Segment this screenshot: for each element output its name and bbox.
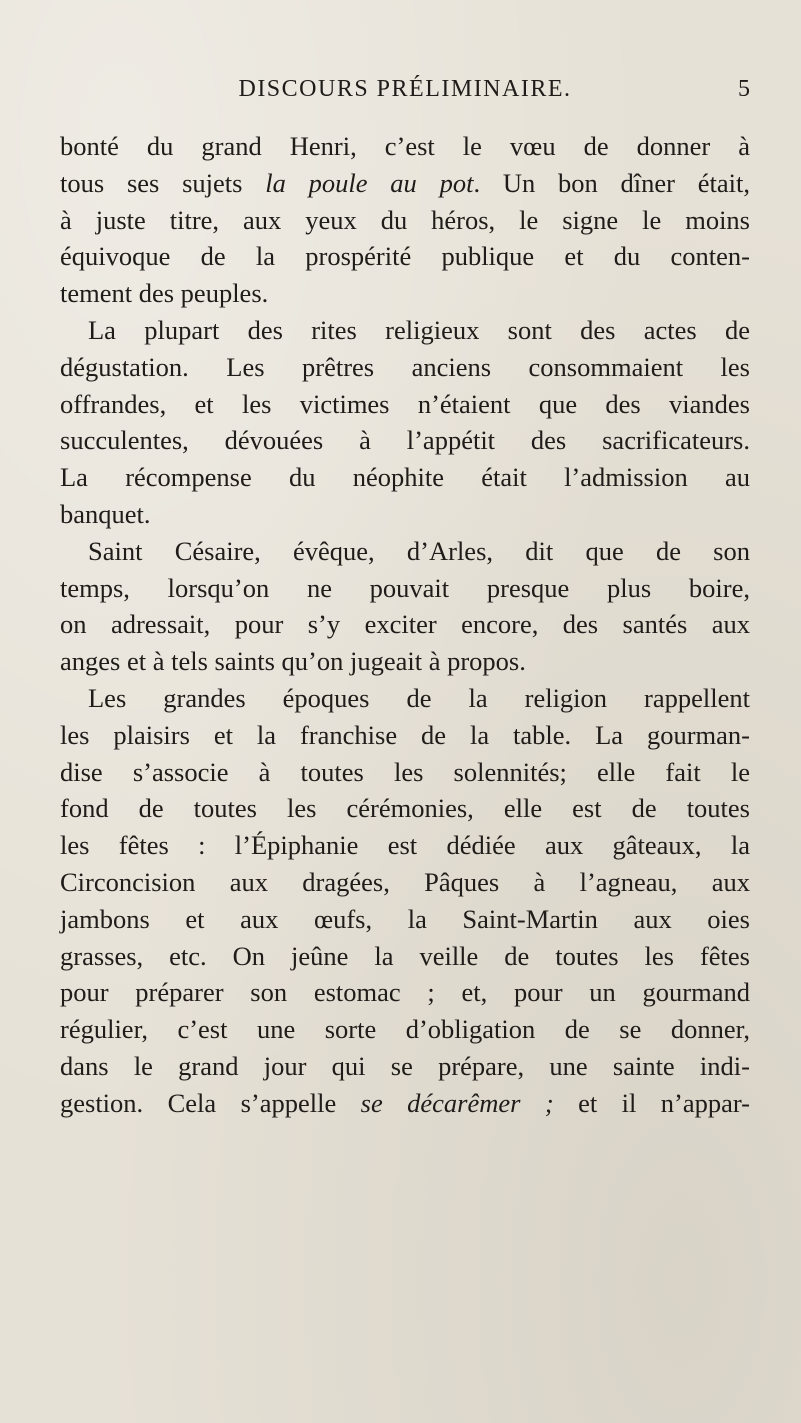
italic-phrase: la poule au pot	[265, 167, 474, 198]
text-line: à juste titre, aux yeux du héros, le signe le moins	[60, 204, 750, 235]
text-line: temps, lorsqu’on ne pouvait presque plus boire,	[60, 572, 750, 603]
text-line: dise s’associe à toutes les solennités; elle fait le	[60, 756, 750, 787]
text-line: grasses, etc. On jeûne la veille de toutes les fêtes	[60, 940, 750, 971]
text-line: Circoncision aux dragées, Pâques à l’agneau, aux	[60, 866, 750, 897]
text-line: offrandes, et les victimes n’étaient que des viandes	[60, 388, 750, 419]
text-line: dans le grand jour qui se prépare, une sainte indi-	[60, 1050, 750, 1081]
text-line: Les grandes époques de la religion rappellent	[88, 682, 750, 713]
italic-phrase: se décarêmer ;	[360, 1087, 554, 1118]
text-line: La récompense du néophite était l’admission au	[60, 462, 750, 493]
text-line: bonté du grand Henri, c’est le vœu de donner à	[60, 131, 750, 161]
text-line: Saint Césaire, évêque, d’Arles, dit que de son	[88, 535, 750, 566]
text-line: on adressait, pour s’y exciter encore, des santés aux	[60, 609, 750, 640]
text-line: tement des peuples.	[60, 278, 269, 309]
text-line: banquet.	[60, 498, 151, 529]
text-line: fond de toutes les cérémonies, elle est de toutes	[60, 793, 750, 824]
text-line: équivoque de la prospérité publique et du conten-	[60, 241, 750, 272]
text-line: jambons et aux œufs, la Saint-Martin aux oies	[60, 903, 750, 934]
text-segment: et il n’appar-	[553, 1087, 750, 1118]
text-line	[60, 1085, 750, 1122]
text-segment: . Un bon dîner était,	[473, 167, 751, 198]
text-line: La plupart des rites religieux sont des actes de	[88, 314, 750, 345]
text-line: les plaisirs et la franchise de la table. La gourman-	[60, 719, 750, 750]
text-line: anges et à tels saints qu’on jugeait à propos.	[60, 646, 526, 677]
text-line: succulentes, dévouées à l’appétit des sacrificateurs.	[60, 425, 750, 456]
text-line: régulier, c’est une sorte d’obligation de se donner,	[60, 1014, 750, 1045]
text-segment: gestion. Cela s’appelle	[60, 1087, 361, 1118]
text-segment: tous ses sujets	[60, 167, 266, 198]
body-text	[60, 128, 750, 1122]
page-number: 5	[738, 76, 750, 102]
text-line: les fêtes : l’Épiphanie est dédiée aux gâteaux, la	[60, 830, 750, 861]
running-title: DISCOURS PRÉLIMINAIRE.	[238, 76, 572, 102]
text-line	[60, 165, 750, 202]
running-head	[60, 72, 750, 112]
text-line: pour préparer son estomac ; et, pour un gourmand	[60, 977, 750, 1008]
text-line: dégustation. Les prêtres anciens consommaient les	[60, 351, 750, 382]
